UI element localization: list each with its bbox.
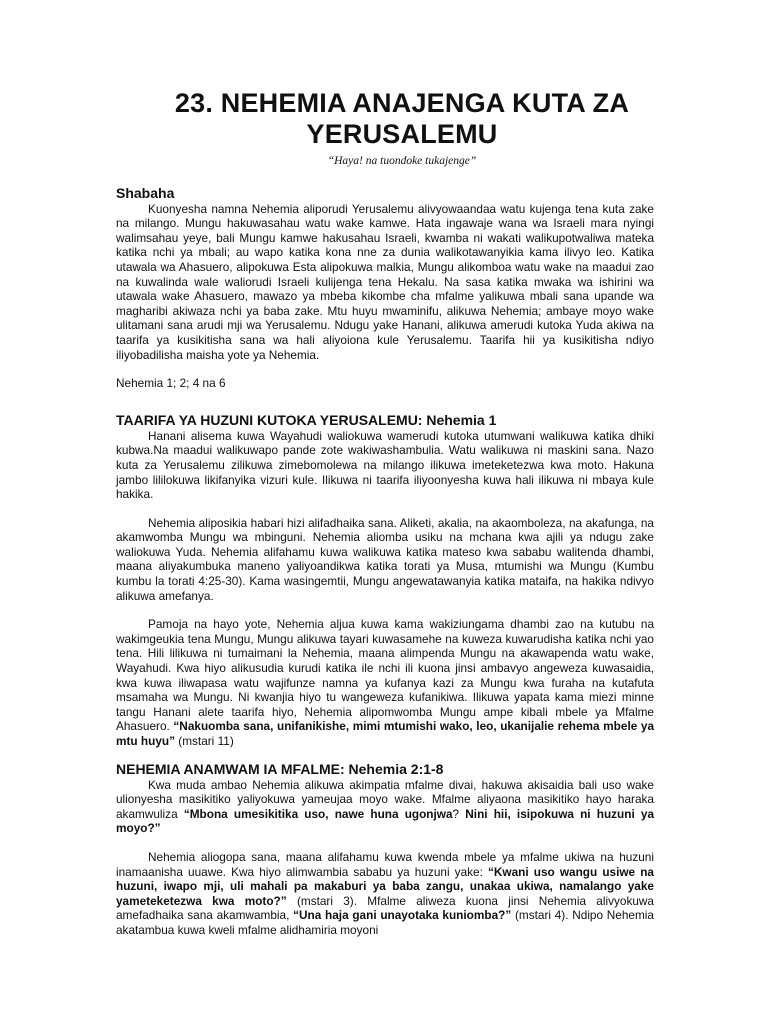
king-question-quote-2: Nini hii, isipokuwa ni huzuni ya moyo?” (116, 806, 655, 836)
document-page (116, 88, 654, 938)
taarifa-paragraph-1: Hanani alisema kuwa Wayahudi waliokuwa wamerudi kutoka utumwani walikuwa katika dhiki kubwa.Na maadui walikuwapo pande zote wakiwashambulia. Watu walikuwa ni maskini sana. Nazo kuta za Yerusalemu zilikuwa zimebomolewa na milango ilikuwa imeteketezwa kwa moto. Hakuna jambo lililokuwa likifanyika vizuri kule. Ilikuwa ni taarifa iliyoonyesha kuwa hali ilikuwa ni mbaya kule hakika. (116, 428, 654, 502)
page-subtitle: “Haya! na tuondoke tukajenge” (327, 155, 477, 167)
king-question-quote: “Mbona umesikitika uso, nawe huna ugonjwa (183, 806, 453, 821)
question-mark: ? (452, 806, 460, 821)
mfalme-paragraph-1 (116, 778, 654, 836)
offer-reference: (mstari 4). Ndipo Nehemia akatambua kuwa kweli mfalme alidhamiria moyoni (116, 908, 654, 937)
prayer-quote: “Nakuomba sana, unifanikishe, mimi mtumishi wako, leo, ukanijalie rehema mbele ya mtu huyu” (116, 719, 655, 748)
taarifa-paragraph-3 (116, 617, 654, 748)
taarifa-paragraph-2: Nehemia aliposikia habari hizi alifadhaika sana. Aliketi, akalia, na akaomboleza, na akafunga, na akamwomba Mungu wa mbinguni. Nehemia aliomba usiku na mchana kwa ajili ya ndugu zake waliokuwa Yuda. Nehemia alifahamu kuwa walikuwa katika mateso kwa sababu walitenda dhambi, maana aliyakumbuka maneno yaliyoandikwa katika torati ya Musa, mtumishi wa Mungu (Kumbu kumbu la torati 4:25-30). Kama wasingemtii, Mungu angewatawanyia katika mataifa, na hakika ndivyo alikuwa amefanya. (116, 515, 654, 603)
answer-reference: (mstari 3). Mfalme aliweza kuona jinsi Nehemia alivyokuwa amefadhaika sana akamwambia, (116, 893, 654, 923)
scripture-reference: Nehemia 1; 2; 4 na 6 (116, 376, 226, 391)
section-heading-taarifa: TAARIFA YA HUZUNI KUTOKA YERUSALEMU: Nehemia 1 (116, 411, 497, 428)
page-title (150, 88, 654, 150)
shabaha-paragraph: Kuonyesha namna Nehemia aliporudi Yerusalemu alivyowaandaa watu kujenga tena kuta zake na milango. Mungu hakuwasahau watu wake kamwe. Hata ingawaje wana wa Israeli mara nyingi walimsahau yeye, bali Mungu kamwe hakusahau Israeli, kwamba ni wakati walikupotwaliwa mateka katika nchi ya mbali; au wapo katika kona nne za dunia walikotawanyikia kama ilivyo leo. Katika utawala wa Ahasuero, alipokuwa Esta alipokuwa malkia, Mungu alikomboa watu wake na maadui zao na kuwalinda wale waliorudi Israeli kulijenga tena Hekalu. Na sasa katika mwaka wa ishirini wa utawala wake Ahasuero, mawazo ya mbeba kikombe cha mfalme yalikuwa mbali sana upande wa magharibi akiwaza nchi ya baba zake. Mtu huyu mwaminifu, alikuwa Nehemia; ambaye moyo wake ulitamani sana arudi mji wa Yerusalemu. Ndugu yake Hanani, alikuwa amerudi kutoka Yuda akiwa na taarifa ya kusikitisha sana wa hali aliyoiona kule Yerusalemu. Taarifa hii ya kusikitisha ndiyo iliyobadilisha maisha yote ya Nehemia. (116, 201, 654, 362)
section-heading-shabaha: Shabaha (116, 184, 175, 201)
section-heading-mfalme: NEHEMIA ANAMWAM IA MFALME: Nehemia 2:1-8 (116, 760, 444, 777)
mfalme-paragraph-2-text: Nehemia aliogopa sana, maana alifahamu kuwa kwenda mbele ya mfalme ukiwa na huzuni inamaanisha uuawe. Kwa hiyo alimwambia sababu ya huzuni yake: (116, 849, 654, 879)
nehemiah-answer-quote: “Kwani uso wangu usiwe na huzuni, iwapo mji, uli mahali pa makaburi ya baba zangu, unakaa ukiwa, namalango yake yameteketezwa kwa moto?” (116, 864, 654, 908)
title-line-2: YERUSALEMU (306, 119, 498, 149)
mfalme-paragraph-1-text: Kwa muda ambao Nehemia alikuwa akimpatia mfalme divai, hakuwa akisaidia bali uso wake ulionyesha masikitiko yaliyokuwa yameujaa moyo wake. Mfalme aliyaona masikitiko hayo haraka akamwuliza (116, 777, 654, 821)
mfalme-paragraph-2 (116, 850, 654, 938)
title-line-1: 23. NEHEMIA ANAJENGA KUTA ZA (174, 88, 630, 118)
taarifa-paragraph-3-text: Pamoja na hayo yote, Nehemia aljua kuwa kama wakiziungama dhambi zao na kutubu na wakimgeukia tena Mungu, Mungu alikuwa tayari kuwasamehe na kuweza kuwarudisha katika nchi yao tena. Hili lilikuwa ni tumaimani la Nehemia, maana alimpenda Mungu na akawapenda watu wake, Wayahudi. Kwa hiyo alikusudia kurudi katika ile nchi ili kuona jinsi ambavyo angeweza kuwasaidia, kwa kuwa iliwapasa watu wajifunze namna ya kufanya kazi za Mungu kwa furaha na kutafuta msamaha wa Mungu. Ni kwanjia hiyo tu wangeweza kufanikiwa. Ilikuwa yapata kama miezi minne tangu Hanani alete taarifa hiyo, Nehemia alipomwomba Mungu ampe kibali mbele ya Mfalme Ahasuero. (116, 617, 654, 734)
king-offer-quote: “Una haja gani unayotaka kuniomba?” (293, 908, 512, 923)
prayer-reference: (mstari 11) (178, 734, 234, 748)
